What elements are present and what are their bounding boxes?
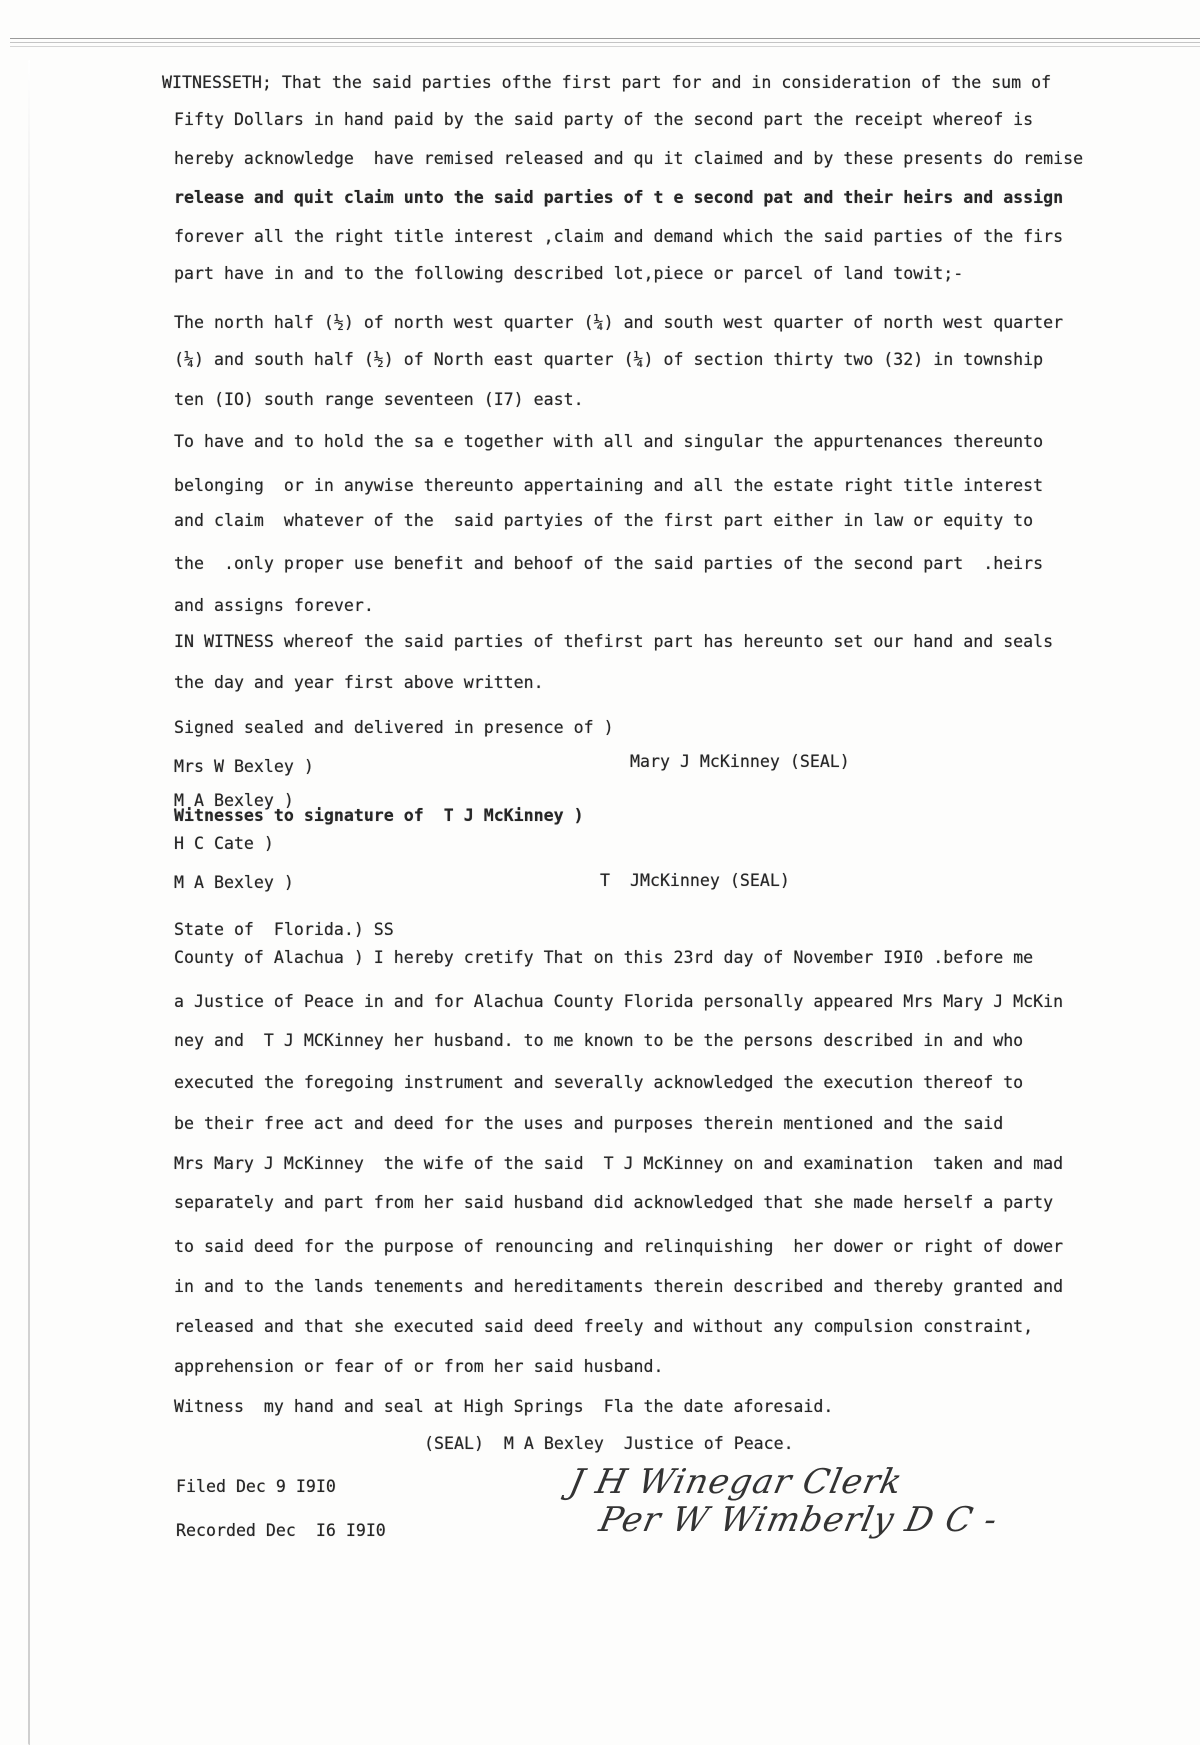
deputy-clerk-signature: Per W Wimberly D C - <box>595 1500 1002 1540</box>
justice-signature: (SEAL) M A Bexley Justice of Peace. <box>424 1434 794 1453</box>
recorded-date: Recorded Dec I6 I9I0 <box>176 1521 386 1540</box>
ack-line: ney and T J MCKinney her husband. to me known to be the persons described in and who <box>174 1031 1024 1050</box>
body-line: the .only proper use benefit and behoof of the said parties of the second part .heirs <box>174 554 1044 573</box>
ack-line: Mrs Mary J McKinney the wife of the said T J McKinney on and examination taken and mad <box>174 1154 1064 1173</box>
top-rule <box>10 42 1200 43</box>
ack-line: apprehension or fear of or from her said husband. <box>174 1357 664 1376</box>
witness-name: M A Bexley ) <box>174 791 294 810</box>
witness-caption: Witnesses to signature of T J McKinney ) <box>174 806 584 825</box>
body-line: the day and year first above written. <box>174 673 544 692</box>
clerk-signature: J H Winegar Clerk <box>565 1462 907 1502</box>
body-line: Signed sealed and delivered in presence of ) <box>174 718 614 737</box>
body-line: Fifty Dollars in hand paid by the said party of the second part the receipt whereof is <box>174 110 1034 129</box>
filed-date: Filed Dec 9 I9I0 <box>176 1477 336 1496</box>
land-description-line: The north half (½) of north west quarter (¼) and south west quarter of north west quarter <box>174 313 1064 332</box>
body-line: forever all the right title interest ,claim and demand which the said parties of the firs <box>174 227 1064 246</box>
ack-line: Witness my hand and seal at High Springs Fla the date aforesaid. <box>174 1397 834 1416</box>
body-line: release and quit claim unto the said parties of t e second pat and their heirs and assign <box>174 188 1064 207</box>
body-line: and claim whatever of the said partyies of the first part either in law or equity to <box>174 511 1034 530</box>
land-description-line: (¼) and south half (½) of North east quarter (¼) of section thirty two (32) in township <box>174 350 1044 369</box>
ack-line: executed the foregoing instrument and severally acknowledged the execution thereof to <box>174 1073 1024 1092</box>
grantor-signature: T JMcKinney (SEAL) <box>600 871 790 890</box>
ack-line: County of Alachua ) I hereby cretify That on this 23rd day of November I9I0 .before me <box>174 948 1034 967</box>
body-line: IN WITNESS whereof the said parties of thefirst part has hereunto set our hand and seals <box>174 632 1054 651</box>
page-edge <box>28 60 30 1745</box>
witness-name: Mrs W Bexley ) <box>174 757 314 776</box>
body-line: WITNESSETH; That the said parties ofthe first part for and in consideration of the sum of <box>162 73 1052 92</box>
ack-line: be their free act and deed for the uses and purposes therein mentioned and the said <box>174 1114 1004 1133</box>
body-line: To have and to hold the sa e together with all and singular the appurtenances thereunto <box>174 432 1044 451</box>
ack-line: in and to the lands tenements and hereditaments therein described and thereby granted and <box>174 1277 1064 1296</box>
top-rule <box>10 46 1200 47</box>
land-description-line: ten (IO) south range seventeen (I7) east. <box>174 390 584 409</box>
witness-name: M A Bexley ) <box>174 873 294 892</box>
witness-name: H C Cate ) <box>174 834 274 853</box>
body-line: and assigns forever. <box>174 596 374 615</box>
body-line: hereby acknowledge have remised released and qu it claimed and by these presents do remise <box>174 149 1084 168</box>
top-rule <box>10 38 1200 39</box>
body-line: belonging or in anywise thereunto appertaining and all the estate right title interest <box>174 476 1044 495</box>
grantor-signature: Mary J McKinney (SEAL) <box>630 752 850 771</box>
ack-line: State of Florida.) SS <box>174 920 394 939</box>
ack-line: to said deed for the purpose of renouncing and relinquishing her dower or right of dower <box>174 1237 1064 1256</box>
ack-line: released and that she executed said deed freely and without any compulsion constraint, <box>174 1317 1034 1336</box>
body-line: part have in and to the following described lot,piece or parcel of land towit;- <box>174 264 964 283</box>
ack-line: a Justice of Peace in and for Alachua County Florida personally appeared Mrs Mary J McKin <box>174 992 1064 1011</box>
ack-line: separately and part from her said husband did acknowledged that she made herself a party <box>174 1193 1054 1212</box>
